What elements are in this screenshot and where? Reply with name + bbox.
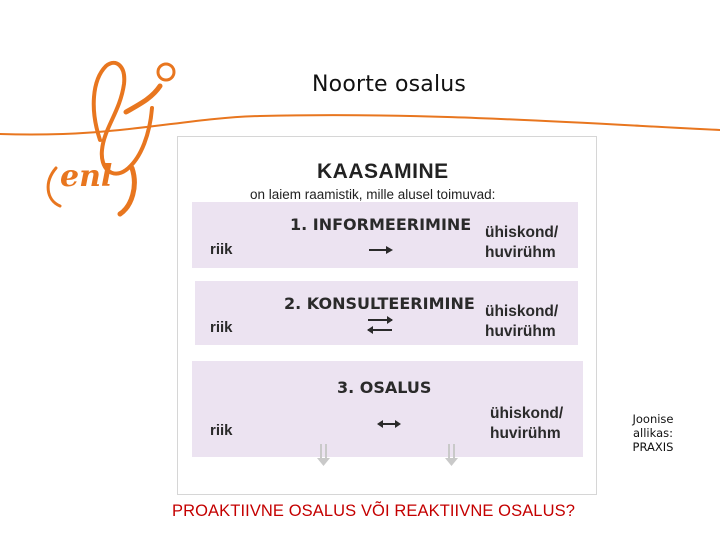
diagram-heading: KAASAMINE	[317, 160, 449, 183]
slide-title: Noorte osalus	[312, 72, 467, 97]
closing-question: PROAKTIIVNE OSALUS VÕI REAKTIIVNE OSALUS?	[172, 502, 575, 520]
logo-text: enl	[60, 159, 113, 194]
level-title-consulting: 2. KONSULTEERIMINE	[284, 294, 475, 313]
diagram-subheading: on laiem raamistik, mille alusel toimuvad:	[250, 187, 496, 202]
down-arrow-icon	[316, 444, 332, 468]
source-line1: Joonise	[632, 412, 674, 426]
down-arrow-icon	[444, 444, 460, 468]
logo-figure-loop	[94, 63, 152, 174]
level-right-label-line2: huvirühm	[485, 244, 556, 261]
logo-left-curve	[48, 168, 60, 206]
level-title-informing: 1. INFORMEERIMINE	[290, 215, 472, 234]
level-title-participation: 3. OSALUS	[337, 378, 432, 397]
exchange-arrows-icon	[366, 314, 394, 336]
level-left-label-consulting: riik	[210, 319, 233, 336]
arrow-right-icon	[368, 244, 394, 256]
level-right-label-informing	[485, 223, 558, 263]
level-right-label-line2: huvirühm	[490, 425, 561, 442]
level-left-label-participation: riik	[210, 422, 233, 439]
logo-figure-arm	[126, 86, 160, 112]
source-line2: allikas:	[632, 426, 673, 440]
level-left-label-informing: riik	[210, 241, 233, 258]
level-right-label-line1: ühiskond/	[490, 405, 564, 422]
level-right-label-participation	[490, 404, 563, 444]
source-line3: PRAXIS	[632, 440, 674, 454]
figure-source-note	[622, 412, 684, 454]
level-right-label-line1: ühiskond/	[485, 224, 559, 241]
two-way-arrow-icon	[376, 418, 402, 430]
logo-figure-head	[158, 64, 174, 80]
level-right-label-line2: huvirühm	[485, 323, 556, 340]
logo-figure-leg	[120, 168, 134, 214]
level-right-label-consulting	[485, 302, 558, 342]
level-right-label-line1: ühiskond/	[485, 303, 559, 320]
